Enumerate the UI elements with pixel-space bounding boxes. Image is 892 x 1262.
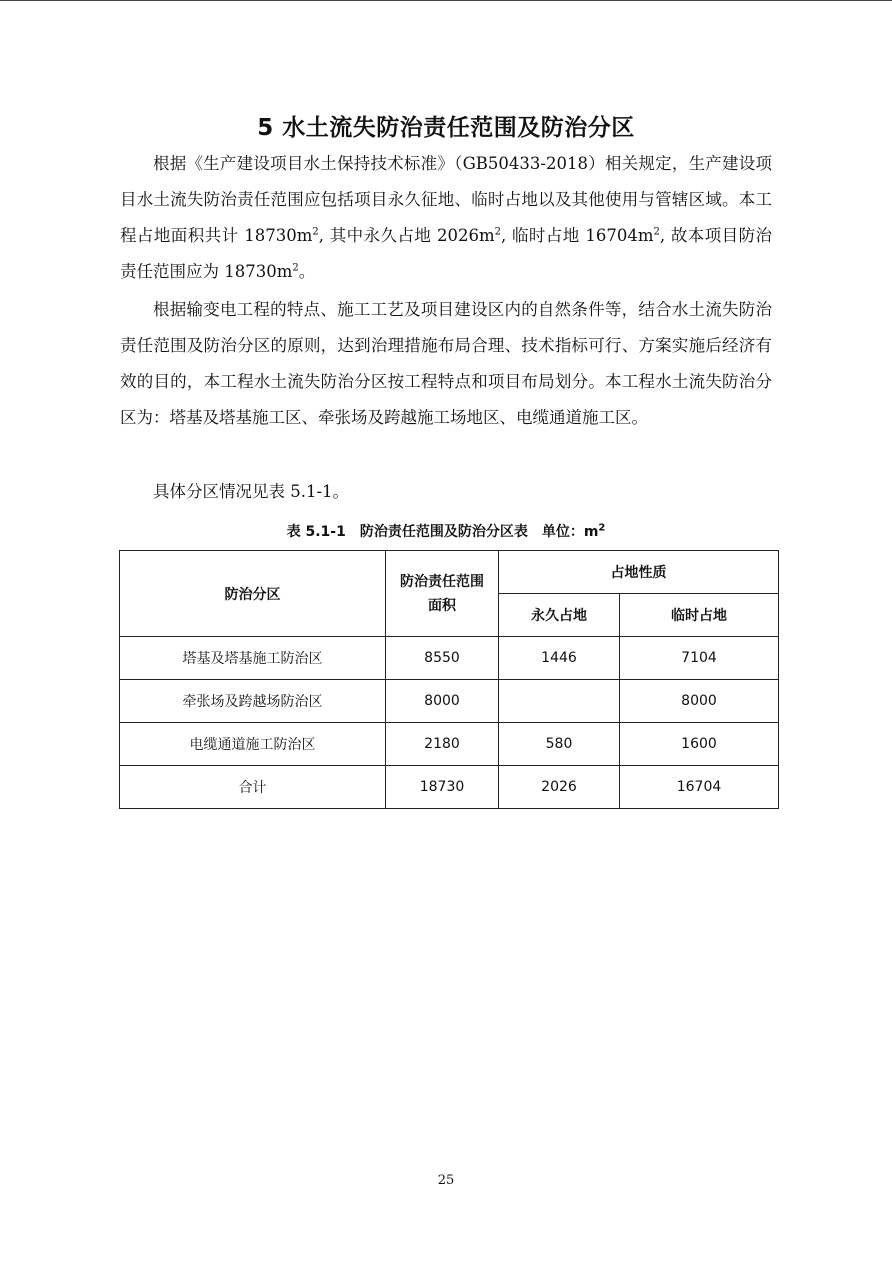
cell-area: 8550 — [386, 637, 499, 680]
header-area — [386, 551, 499, 637]
table-caption-unit: 单位：m — [541, 524, 599, 540]
cell-zone: 电缆通道施工防治区 — [120, 723, 386, 766]
paragraph-1-text-c: , 临时占地 16704m — [501, 226, 654, 245]
page-top-border — [0, 0, 892, 1]
section-title: 5 水土流失防治责任范围及防治分区 — [257, 115, 635, 141]
cell-area: 8000 — [386, 680, 499, 723]
table-caption-number: 表 5.1-1 — [286, 524, 346, 540]
cell-temporary: 1600 — [620, 723, 779, 766]
paragraph-1-text-a: 根据《生产建设项目水土保持技术标准》（GB50433-2018）相关规定，生产建设项目水土流失防治责任范围应包括项目永久征地、临时占地以及其他使用与管辖区域。本工程占地面积共计 18730m — [120, 154, 772, 245]
zone-table — [119, 550, 779, 809]
table-total-row — [120, 766, 779, 809]
table-row — [120, 680, 779, 723]
cell-zone: 塔基及塔基施工防治区 — [120, 637, 386, 680]
table-row — [120, 637, 779, 680]
header-area-line1: 防治责任范围 — [400, 573, 484, 590]
paragraph-1 — [120, 146, 772, 290]
cell-permanent: 580 — [499, 723, 620, 766]
header-temporary: 临时占地 — [620, 594, 779, 637]
cell-zone: 牵张场及跨越场防治区 — [120, 680, 386, 723]
paragraph-3-text: 具体分区情况见表 5.1-1。 — [153, 482, 350, 501]
header-land-nature: 占地性质 — [499, 551, 779, 594]
table-row — [120, 723, 779, 766]
page-number: 25 — [437, 1173, 455, 1188]
header-zone: 防治分区 — [120, 551, 386, 637]
superscript-2: 2 — [292, 262, 299, 274]
cell-area: 2180 — [386, 723, 499, 766]
table-caption — [0, 521, 892, 543]
header-area-line2: 面积 — [428, 597, 456, 614]
paragraph-3 — [120, 474, 772, 510]
cell-temporary: 7104 — [620, 637, 779, 680]
table-caption-title: 防治责任范围及防治分区表 — [359, 524, 528, 540]
cell-total-permanent: 2026 — [499, 766, 620, 809]
header-permanent: 永久占地 — [499, 594, 620, 637]
superscript-2: 2 — [653, 226, 660, 238]
paragraph-1-text-b: , 其中永久占地 2026m — [318, 226, 495, 245]
cell-permanent: 1446 — [499, 637, 620, 680]
table-caption-unit-superscript: 2 — [598, 522, 606, 534]
paragraph-2-text: 根据输变电工程的特点、施工工艺及项目建设区内的自然条件等，结合水土流失防治责任范围及防治分区的原则，达到治理措施布局合理、技术指标可行、方案实施后经济有效的目的，本工程水土流失防治分区按工程特点和项目布局划分。本工程水土流失防治分区为：塔基及塔基施工区、牵张场及跨越施工场地区、电缆通道施工区。 — [120, 300, 772, 427]
cell-total-area: 18730 — [386, 766, 499, 809]
cell-temporary: 8000 — [620, 680, 779, 723]
table-header-row — [120, 551, 779, 594]
paragraph-1-text-e: 。 — [298, 262, 316, 281]
cell-total-label: 合计 — [120, 766, 386, 809]
cell-permanent — [499, 680, 620, 723]
paragraph-1-text-d: , 故本项目防治责任范围应为 18730m — [120, 226, 773, 281]
superscript-2: 2 — [312, 226, 319, 238]
superscript-2: 2 — [494, 226, 502, 238]
paragraph-2 — [120, 292, 772, 436]
cell-total-temporary: 16704 — [620, 766, 779, 809]
